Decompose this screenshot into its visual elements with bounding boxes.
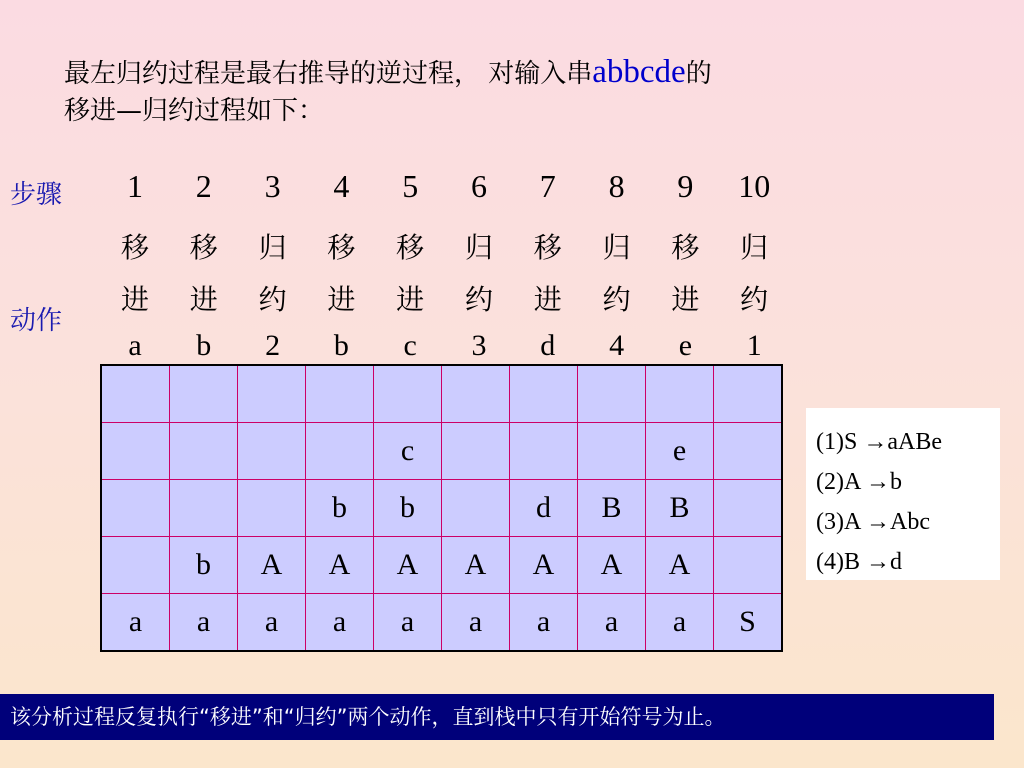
- action-arg: 1: [746, 329, 762, 362]
- stack-cell: [714, 537, 783, 594]
- stack-cell: [101, 480, 170, 537]
- step-number: 6: [471, 168, 487, 204]
- action-op-char: 移: [671, 231, 700, 264]
- stack-cell: [714, 365, 783, 423]
- action-op-char: 移: [396, 231, 425, 264]
- stack-cell: B: [578, 480, 646, 537]
- stack-cell: d: [510, 480, 578, 537]
- stack-cell: [714, 480, 783, 537]
- action-op-char: 归: [740, 231, 769, 264]
- step-number: 2: [195, 168, 212, 204]
- stack-cell: A: [306, 537, 374, 594]
- stack-cell: [714, 423, 783, 480]
- stack-cell: [306, 423, 374, 480]
- stack-cell: [510, 365, 578, 423]
- footer-note: 该分析过程反复执行“移进”和“归约”两个动作，直到栈中只有开始符号为止。: [0, 694, 994, 740]
- rule-1: (1)S →aABe: [816, 429, 942, 455]
- stack-cell: e: [646, 423, 714, 480]
- stack-cell: [578, 423, 646, 480]
- step-number: 1: [127, 168, 143, 204]
- step-number: 3: [264, 168, 281, 204]
- stack-cell: [442, 480, 510, 537]
- action-column: [587, 222, 647, 366]
- stack-cell: [442, 423, 510, 480]
- stack-cell: A: [578, 537, 646, 594]
- action-op-char: 约: [602, 283, 631, 316]
- stack-cell: [374, 365, 442, 423]
- stack-cell: a: [510, 594, 578, 652]
- intro-line-1: [64, 54, 712, 93]
- action-arg: e: [678, 329, 693, 362]
- action-op-char: 移: [533, 231, 562, 264]
- stack-cell: c: [374, 423, 442, 480]
- intro-line-2: 移进—归约过程如下：: [64, 96, 325, 126]
- stack-cell: [510, 423, 578, 480]
- intro-text: [64, 54, 712, 130]
- stack-cell: [170, 480, 238, 537]
- action-op-char: 进: [327, 283, 356, 316]
- stack-cell: [101, 365, 170, 423]
- action-op-char: 约: [740, 283, 769, 316]
- stack-cell: A: [238, 537, 306, 594]
- action-arg: a: [128, 329, 142, 362]
- stack-cell: a: [646, 594, 714, 652]
- stack-cell: B: [646, 480, 714, 537]
- action-op-char: 归: [258, 231, 287, 264]
- step-number: 9: [677, 168, 694, 204]
- action-column: [518, 222, 578, 366]
- action-op-char: 进: [120, 283, 149, 316]
- stack-cell: [101, 423, 170, 480]
- stack-cell: a: [170, 594, 238, 652]
- action-arg: c: [403, 329, 417, 362]
- step-number: 7: [539, 168, 556, 204]
- action-column: [449, 222, 509, 366]
- action-op-char: 移: [189, 231, 218, 264]
- grammar-rules: [806, 408, 1000, 580]
- rule-2: (2)A →b: [816, 469, 902, 495]
- action-arg: 2: [265, 329, 281, 362]
- stack-cell: [238, 423, 306, 480]
- stack-cell: [238, 365, 306, 423]
- action-arg: b: [196, 329, 212, 362]
- stack-cell: a: [442, 594, 510, 652]
- action-op-char: 归: [602, 231, 631, 264]
- stack-cell: S: [714, 594, 783, 652]
- step-number: 4: [333, 168, 350, 204]
- step-number: 10: [738, 168, 771, 204]
- action-column: [724, 222, 784, 366]
- stack-cell: [578, 365, 646, 423]
- stack-cell: [646, 365, 714, 423]
- stack-cell: [238, 480, 306, 537]
- steps-label: 步骤: [10, 180, 63, 210]
- action-op-char: 移: [120, 231, 149, 264]
- stack-cell: [170, 423, 238, 480]
- stack-cell: A: [646, 537, 714, 594]
- stack-cell: a: [101, 594, 170, 652]
- action-op-char: 约: [258, 283, 287, 316]
- action-arg: 4: [609, 329, 625, 362]
- stack-cell: A: [510, 537, 578, 594]
- action-column: [243, 222, 303, 366]
- stack-cell: b: [170, 537, 238, 594]
- action-arg: b: [333, 329, 349, 362]
- step-number: 8: [608, 168, 625, 204]
- stack-cell: a: [306, 594, 374, 652]
- stack-row: [101, 480, 782, 537]
- action-column: [380, 222, 440, 366]
- action-op-char: 进: [671, 283, 700, 316]
- action-column: [105, 222, 165, 366]
- action-op-char: 进: [396, 283, 425, 316]
- stack-cell: b: [374, 480, 442, 537]
- stack-cell: a: [578, 594, 646, 652]
- stack-cell: [306, 365, 374, 423]
- rule-4: (4)B →d: [816, 549, 902, 575]
- stack-row: [101, 537, 782, 594]
- action-arg: 3: [471, 329, 487, 362]
- rule-3: (3)A →Abc: [816, 509, 930, 535]
- action-op-char: 归: [464, 231, 493, 264]
- action-arg: d: [540, 329, 556, 362]
- stack-cell: [442, 365, 510, 423]
- action-op-char: 移: [327, 231, 356, 264]
- stack-row: [101, 365, 782, 423]
- stack-row: [101, 594, 782, 652]
- intro-line-1-prefix: 最左归约过程是最右推导的逆过程， 对输入串: [64, 59, 593, 89]
- action-op-char: 约: [464, 283, 493, 316]
- stack-cell: a: [374, 594, 442, 652]
- step-number: 5: [402, 168, 419, 204]
- stack-cell: [170, 365, 238, 423]
- stack-row: [101, 423, 782, 480]
- stack-cell: b: [306, 480, 374, 537]
- action-column: [174, 222, 234, 366]
- stack-table: [100, 364, 783, 652]
- stack-cell: a: [238, 594, 306, 652]
- actions-label: 动作: [10, 306, 63, 336]
- action-column: [655, 222, 715, 366]
- action-column: [311, 222, 371, 366]
- stack-cell: A: [374, 537, 442, 594]
- stack-cell: [101, 537, 170, 594]
- intro-line-1-suffix: 的: [685, 59, 712, 89]
- action-op-char: 进: [533, 283, 562, 316]
- input-string: abbcde: [592, 54, 686, 90]
- stack-cell: A: [442, 537, 510, 594]
- action-op-char: 进: [189, 283, 218, 316]
